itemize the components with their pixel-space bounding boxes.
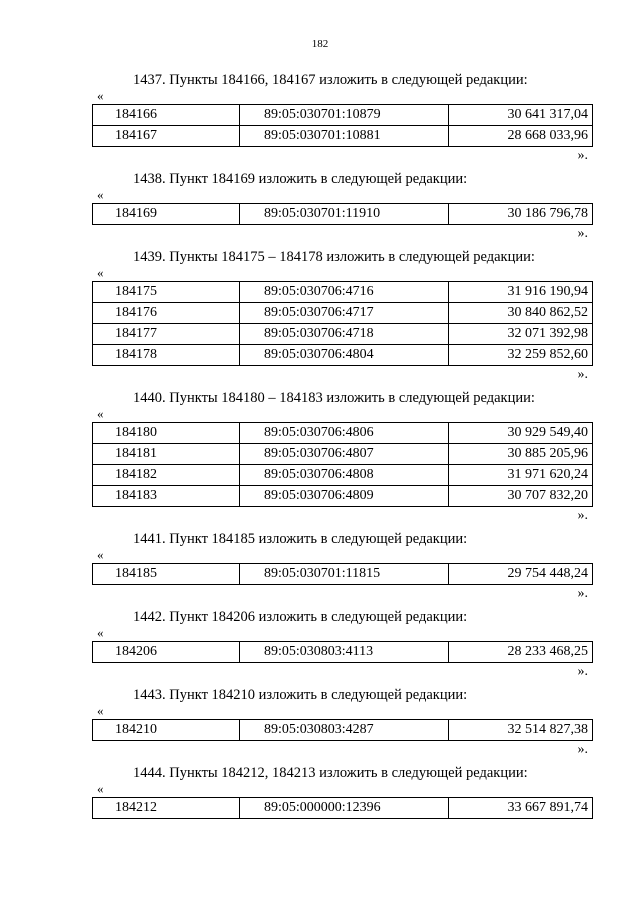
value-cell: 28 233 468,25 [449,642,593,663]
amendment-heading: 1437. Пункты 184166, 184167 изложить в следующей редакции: [133,72,528,88]
table-row [93,444,593,465]
item-number-cell: 184177 [93,324,240,345]
item-number-cell: 184166 [93,105,240,126]
closing-quote: ». [577,148,588,163]
amendment-section [0,70,640,169]
opening-quote: « [97,547,104,562]
item-number-cell: 184180 [93,423,240,444]
table-row [93,204,593,225]
cadastral-number-cell: 89:05:030706:4806 [240,423,449,444]
amendment-section [0,247,640,388]
table-row [93,345,593,366]
table-row [93,282,593,303]
value-cell: 28 668 033,96 [449,126,593,147]
item-number-cell: 184181 [93,444,240,465]
value-cell: 30 929 549,40 [449,423,593,444]
amendment-heading: 1438. Пункт 184169 изложить в следующей редакции: [133,171,468,187]
items-table [92,641,593,663]
amendment-heading: 1442. Пункт 184206 изложить в следующей редакции: [133,609,468,625]
table-row [93,105,593,126]
opening-quote: « [97,187,104,202]
opening-quote: « [97,265,104,280]
items-table [92,563,593,585]
table-row [93,324,593,345]
item-number-cell: 184178 [93,345,240,366]
closing-quote: ». [577,367,588,382]
amendment-section [0,685,640,763]
value-cell: 31 971 620,24 [449,465,593,486]
opening-quote: « [97,88,104,103]
closing-quote: ». [577,664,588,679]
item-number-cell: 184185 [93,564,240,585]
table-row [93,720,593,741]
value-cell: 33 667 891,74 [449,798,593,819]
amendment-heading: 1444. Пункты 184212, 184213 изложить в следующей редакции: [133,765,528,781]
cadastral-number-cell: 89:05:030701:11910 [240,204,449,225]
value-cell: 30 840 862,52 [449,303,593,324]
cadastral-number-cell: 89:05:030701:10881 [240,126,449,147]
item-number-cell: 184175 [93,282,240,303]
cadastral-number-cell: 89:05:030803:4287 [240,720,449,741]
document-body [0,70,640,827]
closing-quote: ». [577,586,588,601]
table-row [93,423,593,444]
items-table [92,719,593,741]
table-row [93,486,593,507]
cadastral-number-cell: 89:05:030706:4717 [240,303,449,324]
amendment-heading: 1440. Пункты 184180 – 184183 изложить в следующей редакции: [133,390,535,406]
page-number: 182 [311,38,329,50]
value-cell: 32 514 827,38 [449,720,593,741]
amendment-section [0,763,640,827]
cadastral-number-cell: 89:05:030706:4809 [240,486,449,507]
items-table [92,422,593,507]
closing-quote: ». [577,226,588,241]
cadastral-number-cell: 89:05:030706:4808 [240,465,449,486]
value-cell: 30 707 832,20 [449,486,593,507]
items-table [92,104,593,147]
amendment-heading: 1439. Пункты 184175 – 184178 изложить в следующей редакции: [133,249,535,265]
item-number-cell: 184176 [93,303,240,324]
value-cell: 30 641 317,04 [449,105,593,126]
cadastral-number-cell: 89:05:030706:4807 [240,444,449,465]
opening-quote: « [97,625,104,640]
table-row [93,303,593,324]
table-row [93,642,593,663]
items-table [92,281,593,366]
value-cell: 32 259 852,60 [449,345,593,366]
items-table [92,797,593,819]
value-cell: 31 916 190,94 [449,282,593,303]
item-number-cell: 184169 [93,204,240,225]
table-row [93,798,593,819]
opening-quote: « [97,703,104,718]
closing-quote: ». [577,742,588,757]
cadastral-number-cell: 89:05:030803:4113 [240,642,449,663]
table-row [93,126,593,147]
amendment-heading: 1441. Пункт 184185 изложить в следующей редакции: [133,531,468,547]
item-number-cell: 184182 [93,465,240,486]
opening-quote: « [97,781,104,796]
cadastral-number-cell: 89:05:000000:12396 [240,798,449,819]
cadastral-number-cell: 89:05:030701:10879 [240,105,449,126]
value-cell: 32 071 392,98 [449,324,593,345]
table-row [93,564,593,585]
item-number-cell: 184206 [93,642,240,663]
value-cell: 30 186 796,78 [449,204,593,225]
cadastral-number-cell: 89:05:030706:4804 [240,345,449,366]
opening-quote: « [97,406,104,421]
cadastral-number-cell: 89:05:030706:4718 [240,324,449,345]
item-number-cell: 184183 [93,486,240,507]
cadastral-number-cell: 89:05:030701:11815 [240,564,449,585]
amendment-section [0,529,640,607]
amendment-section [0,169,640,247]
table-row [93,465,593,486]
value-cell: 30 885 205,96 [449,444,593,465]
item-number-cell: 184167 [93,126,240,147]
amendment-section [0,388,640,529]
value-cell: 29 754 448,24 [449,564,593,585]
amendment-section [0,607,640,685]
amendment-heading: 1443. Пункт 184210 изложить в следующей редакции: [133,687,468,703]
item-number-cell: 184210 [93,720,240,741]
cadastral-number-cell: 89:05:030706:4716 [240,282,449,303]
closing-quote: ». [577,508,588,523]
item-number-cell: 184212 [93,798,240,819]
items-table [92,203,593,225]
